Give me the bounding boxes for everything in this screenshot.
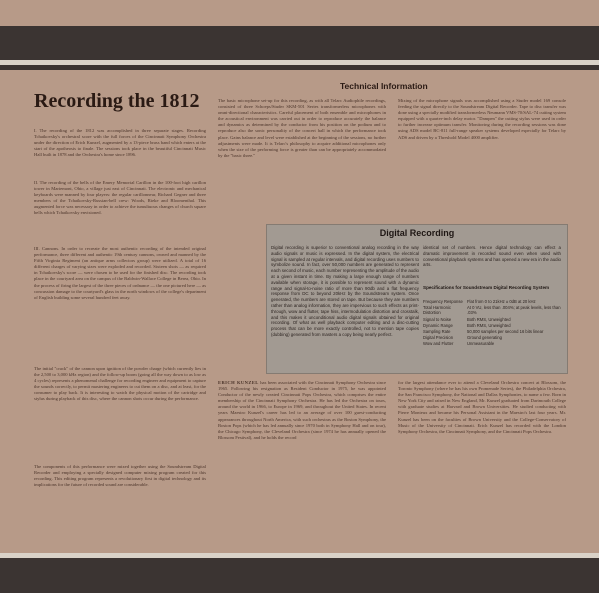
spec-key: Digital Precision [423,335,454,341]
bottom-dark-stripe [0,558,599,593]
spec-row [423,341,561,347]
spec-value: 50,000 samples per second 16 bits linear [467,329,544,335]
biography-text: has been associated with the Cincinnati Symphony Orchestra since 1965. Following his resignation as Resident Conductor in 1975, he was appointed Conductor of the newly created Cincinnati Pops Orchestra, which comprises the entire membership of the Cincinnati Symphony Orchestra. He has led the Orchestra on tours, around the world in 1966, to Europe in 1969, and throughout the United States. In recent years Maestro Kunzel's career has led to an average of over 100 guest-conducting appearances throughout North America, with such orchestras as the Boston Symphony, the Boston Pops (which he has led annually since 1970 both in Symphony Hall and on tour), the Chicago Symphony, the Cleveland Orchestra (since 1974 he has annually opened the Blossom Festival), and he holds the record [218,380,386,440]
spec-value: Unmeasurable [467,341,495,347]
specifications-heading: Specifications for Soundstream Digital Recording System [423,285,550,290]
spec-row [423,305,561,316]
spec-key: Dynamic Range [423,322,453,328]
spec-value: Ground generating [467,335,502,341]
spec-key: Frequency Response [423,299,463,304]
paragraph-cannon-challenge: The initial "crack" of the cannon upon ignition of the powder charge (which currently lies in the 2,500 to 3,000 kHz region) and the follow-up boom (going all the way down to as low as 4 cycles) represents a phenomenal challenge for recording engineer and equipment to capture the sounds correctly, to permit mastering engineers to cut them on a disc, and at least, for the consumer to play back. It is interesting to watch the physical motion of the cartridge and stylus during playback of this disc, where the cannon shots occur during the performance. [34,366,206,402]
paragraph-orchestra: I. The recording of the 1812 was accomplished in three separate stages. Recording Tchaikovsky's orchestral score with the full forces of the Cincinnati Symphony Orchestra under the direction of Erich Kunzel, augmented by a 13-piece brass band which enters at the start of the apotheosis to finale. The sessions took place in the beautiful Cincinnati Music Hall built in 1878 and the Orchestra's home since 1896. [34,128,206,158]
spec-value: Flat from 0 to 21kHz ± 0dB at 20 kHz [467,299,536,304]
digital-recording-text: Digital recording is superior to conventional analog recording in the way audio signals or music is expressed. In the digital system, the electrical signal is sampled at regular intervals, and digital recording uses numbers to symbolize sound. In fact, over 50,000 numbers are generated to represent each second of music, each number representing the amplitude of the audio at a given instant in time. By making a large enough range of numbers available when storage, it is possible to represent sound with a dynamic range and signal-to-noise ratio of more than 90db and a flat frequency response from DC to beyond 20kHz by the Soundstream system. Once generated, the numbers are stored on tape. But because they are numbers rather than analog information, they are impervious to such effects as print-through, wow and flutter, tape hiss, intermodulation distortion and crosstalk, and this makes it unconditional audio digital signals obtained for original recording. Of what as well playback computer editing and a disc-cutting process that can be more exactly controlled, not to mention tape copies (dubbing) generated from masters a copy being nearly perfect. [271,245,419,337]
digital-recording-text-continued: identical set of numbers. Hence digital technology can effect a dramatic improvement in recorded sound even when used with conventional playback systems and has opened a new era in the audio arts. [423,245,561,268]
top-thin-dark-stripe [0,65,599,70]
tech-mixing-paragraph: Mixing of the microphone signals was accomplished using a Studer model 169 console feeding the signal directly to the Soundstream Digital Recorder. Tape to disc transfer was done using a specially modified transformerless Neumann VMS-70/SAL-74 cutting system equipped with a quarter-inch delay motor. "Dampen" the cutting stylus were used in order to further increase optimum transfer. Monitoring during the recording sessions was done using ADS model BC-811 full-range speaker systems developed especially for Telarc by ADS and driven by a Threshold Model 4000 amplifier. [398,98,566,140]
technical-info-heading: Technical Information [340,81,428,91]
tech-microphone-paragraph: The basic microphone set-up for this recording, as with all Telarc Audiophile recordings, consisted of three Schoeps/Studer SKM-501 Series transformerless microphones with omni-directional characteristics. Careful placement of both ensemble and microphones in the acoustical environment was carried out in order to reproduce accurately the balance and dynamics as determined by the conductor from his position on the podium and to reproduce also the sonic personality of the concert hall in which the performance took place. Gains balance and level were established at the beginning of the sessions, no further adjustments were made. It is Telarc's philosophy to acquire additional microphones only when the size of the performing force is greater than can be appropriately accommodated by the "basic three." [218,98,386,158]
spec-key: Signal to Noise [423,316,452,322]
spec-value: Both RMS, Unweighted [467,322,511,328]
top-dark-stripe [0,26,599,60]
digital-recording-title: Digital Recording [379,228,455,238]
paragraph-digital-mixing: The components of this performance were mixed together using the Soundstream Digital Recorder and employing a specially designed computer mixing program created for this recording. This editing program represents a revolutionary first in digital technology and its implications for the future of recorded sound are considerable. [34,464,206,488]
page-title: Recording the 1812 [34,90,200,112]
spec-value: Both RMS, Unweighted [467,316,511,322]
spec-key: Sampling Rate [423,329,451,335]
digital-recording-box [266,224,568,374]
biography-paragraph [218,380,386,532]
paragraph-bells: II. The recording of the bells of the Emery Memorial Carillon in the 100-foot high carillon tower in Mariemont, Ohio, a village just east of Cincinnati. The electronic and mechanical keyboards were manned by four players: the regular carillonneur, Richard Gegner and three members of the Tchaikovsky-Russian-bell crew: Woods, Rieke and Bloomenthal. This augmented force was necessary in order to achieve the tumultuous changes of church square bells which Tchaikovsky envisioned. [34,180,206,216]
biography-paragraph-continued: for the largest attendance ever to attend a Cleveland Orchestra concert at Blossom, the Toronto Symphony (where he has his own Promenade Series), the Philadelphia Orchestra, the San Francisco Symphony, the National and Dallas Symphonies, to name a few. Born in New York City and raised in New England, Mr. Kunzel graduated from Dartmouth College with graduate studies at Harvard and Brown Universities. He studied conducting with Pierre Monteux and became his Personal Assistant in the Maestro's last four years. Mr. Kunzel has been on the faculties of Brown University and the College-Conservatory of Music of the University of Cincinnati. Erich Kunzel has recorded with the London Symphony Orchestra, the Cincinnati Symphony, and the Cincinnati Pops Orchestra. [398,380,566,434]
spec-key: Total Harmonic Distortion [423,305,451,316]
spec-value: At 0 VU, less than .004%; at peak levels, less than .03% [467,305,561,316]
spec-key: Wow and Flutter [423,341,454,347]
specifications-table [423,299,561,348]
conductor-name: ERICH KUNZEL [218,380,259,385]
paragraph-cannons: III. Cannons. In order to recreate the most authentic recording of the intended original performance, three different and authentic 19th century cannons, owned and manned by the Fifth Virginia Regiment (an antique arms collectors group) were utilized. A total of 16 different charges of varying sizes were exploded and recorded. Sixteen shots — as required in Tchaikovsky's score — were chosen to be used for the finished disc. The recording took place in the courtyard area on the campus of the Baldwin-Wallace College in Berea, Ohio. In the process of firing the largest of the three pieces of ordnance — the one pictured here — as concussion damage to the courtyard's glass in the north windows of the college's department of English building some several hundred feet away. [34,246,206,300]
